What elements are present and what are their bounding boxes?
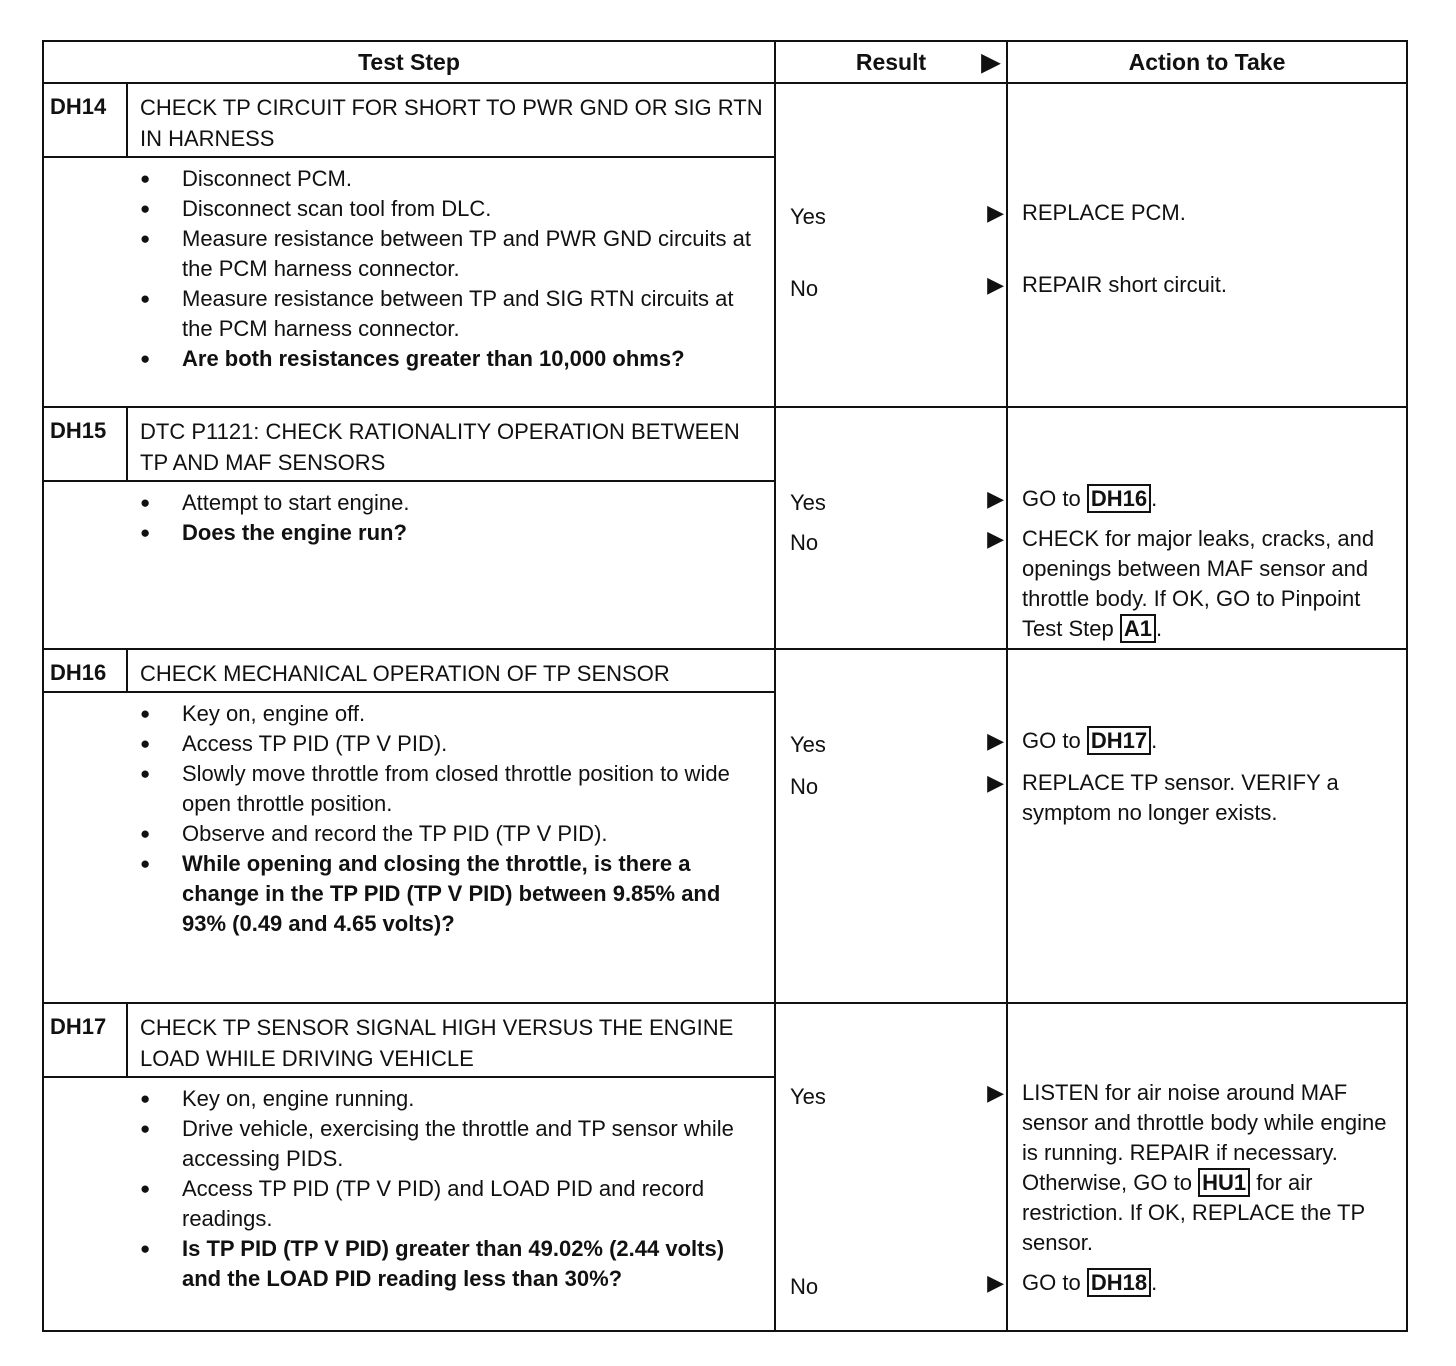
test-row-dh17	[44, 1004, 1406, 1330]
action-text: GO to	[1022, 1270, 1081, 1295]
test-row-dh15	[44, 408, 1406, 650]
step-item: ● Access TP PID (TP V PID) and LOAD PID and record readings.	[140, 1174, 754, 1234]
step-title: CHECK MECHANICAL OPERATION OF TP SENSOR	[140, 661, 670, 686]
step-column	[44, 1004, 776, 1330]
action-text: LISTEN for air noise around MAF sensor and throttle body while engine is running. REPAIR if necessary. Otherwise, GO to	[1022, 1080, 1387, 1195]
header-action: Action to Take	[1128, 48, 1286, 75]
step-question: ● While opening and closing the throttle, is there a change in the TP PID (TP V PID) between 9.85% and 93% (0.49 and 4.65 volts)?	[140, 849, 754, 939]
step-header	[44, 408, 774, 482]
step-item: ● Slowly move throttle from closed throttle position to wide open throttle position.	[140, 759, 754, 819]
step-item: ● Observe and record the TP PID (TP V PID).	[140, 819, 754, 849]
step-item: ● Access TP PID (TP V PID).	[140, 729, 754, 759]
step-id: DH15	[44, 408, 128, 480]
action-yes	[1022, 726, 1402, 756]
header-result	[776, 42, 1008, 82]
action-text: GO to	[1022, 728, 1081, 753]
step-question: ● Is TP PID (TP V PID) greater than 49.02% (2.44 volts) and the LOAD PID reading less than 30%?	[140, 1234, 754, 1294]
action-text: .	[1155, 616, 1163, 641]
step-header	[44, 1004, 774, 1078]
header-test-step: Test Step	[44, 42, 776, 82]
step-item: ● Drive vehicle, exercising the throttle and TP sensor while accessing PIDS.	[140, 1114, 754, 1174]
result-yes: Yes	[790, 204, 826, 229]
step-item: ● Key on, engine running.	[140, 1084, 754, 1114]
arrow-icon: ▶	[987, 200, 1004, 225]
step-reference-link[interactable]: A1	[1120, 614, 1156, 643]
action-no: REPLACE TP sensor. VERIFY a symptom no longer exists.	[1022, 770, 1339, 825]
action-no: REPAIR short circuit.	[1022, 272, 1227, 297]
result-column	[776, 84, 1008, 406]
step-body	[44, 693, 774, 1002]
result-yes: Yes	[790, 490, 826, 515]
step-id: DH17	[44, 1004, 128, 1076]
step-reference-link[interactable]: HU1	[1198, 1168, 1250, 1197]
step-item: ● Key on, engine off.	[140, 699, 754, 729]
step-header	[44, 650, 774, 693]
step-header	[44, 84, 774, 158]
step-id: DH16	[44, 650, 128, 691]
arrow-icon: ▶	[987, 526, 1004, 551]
action-yes	[1022, 1078, 1402, 1258]
step-item: ● Attempt to start engine.	[140, 488, 754, 518]
step-reference-link[interactable]: DH17	[1087, 726, 1151, 755]
result-column	[776, 1004, 1008, 1330]
step-column	[44, 84, 776, 406]
step-item: ● Disconnect PCM.	[140, 164, 754, 194]
test-row-dh14	[44, 84, 1406, 408]
action-column	[1008, 408, 1406, 648]
test-row-dh16	[44, 650, 1406, 1004]
step-body	[44, 158, 774, 406]
action-column	[1008, 650, 1406, 1002]
step-title: CHECK TP CIRCUIT FOR SHORT TO PWR GND OR SIG RTN IN HARNESS	[140, 95, 763, 151]
result-no: No	[790, 276, 819, 301]
arrow-icon: ▶	[981, 49, 1000, 76]
result-no: No	[790, 1274, 819, 1299]
step-question: ● Does the engine run?	[140, 518, 754, 548]
result-no: No	[790, 530, 819, 555]
step-item: ● Disconnect scan tool from DLC.	[140, 194, 754, 224]
arrow-icon: ▶	[987, 1270, 1004, 1295]
action-text: .	[1151, 486, 1158, 511]
step-item: ● Measure resistance between TP and PWR GND circuits at the PCM harness connector.	[140, 224, 754, 284]
table-header	[44, 42, 1406, 84]
result-column	[776, 650, 1008, 1002]
result-yes: Yes	[790, 732, 826, 757]
action-text: CHECK for major leaks, cracks, and openings between MAF sensor and throttle body. If OK, GO to Pinpoint Test Step	[1022, 526, 1375, 641]
action-yes: REPLACE PCM.	[1022, 200, 1186, 225]
arrow-icon: ▶	[987, 770, 1004, 795]
step-body	[44, 482, 774, 648]
action-yes	[1022, 484, 1402, 514]
diagnostic-table	[42, 40, 1408, 1332]
action-no	[1022, 524, 1402, 644]
step-item: ● Measure resistance between TP and SIG RTN circuits at the PCM harness connector.	[140, 284, 754, 344]
arrow-icon: ▶	[987, 272, 1004, 297]
arrow-icon: ▶	[987, 486, 1004, 511]
step-column	[44, 650, 776, 1002]
action-text: GO to	[1022, 486, 1081, 511]
step-title: CHECK TP SENSOR SIGNAL HIGH VERSUS THE ENGINE LOAD WHILE DRIVING VEHICLE	[140, 1015, 734, 1071]
action-column	[1008, 1004, 1406, 1330]
action-no	[1022, 1268, 1402, 1298]
result-no: No	[790, 774, 819, 799]
action-text: for air restriction. If OK, REPLACE the TP sensor.	[1022, 1170, 1365, 1255]
step-title: DTC P1121: CHECK RATIONALITY OPERATION BETWEEN TP AND MAF SENSORS	[140, 419, 740, 475]
action-text: .	[1151, 1270, 1158, 1295]
step-body	[44, 1078, 774, 1330]
result-yes: Yes	[790, 1084, 826, 1109]
action-column	[1008, 84, 1406, 406]
action-text: .	[1151, 728, 1158, 753]
step-column	[44, 408, 776, 648]
header-result-label: Result	[855, 48, 927, 75]
result-column	[776, 408, 1008, 648]
arrow-icon: ▶	[987, 1080, 1004, 1105]
arrow-icon: ▶	[987, 728, 1004, 753]
step-reference-link[interactable]: DH16	[1087, 484, 1151, 513]
step-question: ● Are both resistances greater than 10,000 ohms?	[140, 344, 754, 374]
step-reference-link[interactable]: DH18	[1087, 1268, 1151, 1297]
step-id: DH14	[44, 84, 128, 156]
